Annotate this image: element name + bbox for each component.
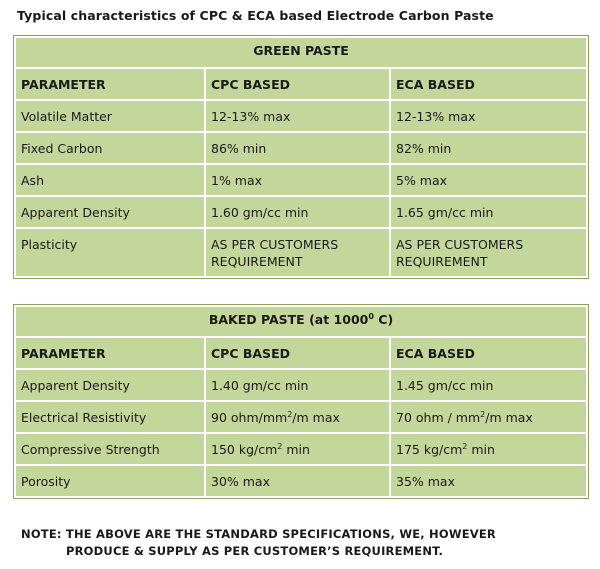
parameter-cell: Ash	[15, 164, 205, 196]
table-row	[15, 100, 587, 132]
eca-value-cell: 5% max	[390, 164, 587, 196]
cpc-value-cell: 12-13% max	[205, 100, 390, 132]
table-row	[15, 196, 587, 228]
parameter-cell: Plasticity	[15, 228, 205, 277]
table-row	[15, 164, 587, 196]
cpc-value-cell: 30% max	[205, 465, 390, 497]
table-row	[15, 369, 587, 401]
eca-value-cell: 1.45 gm/cc min	[390, 369, 587, 401]
page-title: Typical characteristics of CPC & ECA based Electrode Carbon Paste	[17, 8, 494, 23]
green-paste-heading: GREEN PASTE	[15, 37, 587, 68]
eca-value-cell: 1.65 gm/cc min	[390, 196, 587, 228]
cpc-value-cell: 150 $kg/cm^2$ min	[205, 433, 390, 465]
cpc-value-cell: AS PER CUSTOMERS REQUIREMENT	[205, 228, 390, 277]
column-header-parameter: PARAMETER	[15, 337, 205, 369]
parameter-cell: Apparent Density	[15, 196, 205, 228]
eca-value-cell: 35% max	[390, 465, 587, 497]
parameter-cell: Fixed Carbon	[15, 132, 205, 164]
cpc-value-cell: 1.40 gm/cc min	[205, 369, 390, 401]
cpc-value-cell: 1.60 gm/cc min	[205, 196, 390, 228]
table-row	[15, 401, 587, 433]
table-row	[15, 433, 587, 465]
baked-paste-table	[14, 305, 588, 498]
parameter-cell: Compressive Strength	[15, 433, 205, 465]
column-header-cpc: CPC BASED	[205, 337, 390, 369]
column-header-cpc: CPC BASED	[205, 68, 390, 100]
baked-paste-heading: BAKED PASTE (at 1000$^0$ C)	[15, 306, 587, 337]
eca-value-cell: 70 ohm / $mm^2/m$ max	[390, 401, 587, 433]
table-row	[15, 228, 587, 277]
note-line-2: PRODUCE & SUPPLY AS PER CUSTOMER’S REQUIREMENT.	[66, 544, 444, 558]
specification-note	[21, 526, 496, 560]
table-row	[15, 465, 587, 497]
column-header-eca: ECA BASED	[390, 337, 587, 369]
table-row	[15, 132, 587, 164]
parameter-cell: Volatile Matter	[15, 100, 205, 132]
column-header-eca: ECA BASED	[390, 68, 587, 100]
note-line-1: NOTE: THE ABOVE ARE THE STANDARD SPECIFICATIONS, WE, HOWEVER	[21, 527, 496, 541]
cpc-value-cell: 86% min	[205, 132, 390, 164]
cpc-value-cell: 90 ohm/$mm^2/m$ max	[205, 401, 390, 433]
eca-value-cell: AS PER CUSTOMERS REQUIREMENT	[390, 228, 587, 277]
eca-value-cell: 82% min	[390, 132, 587, 164]
eca-value-cell: 175 $kg/cm^2$ min	[390, 433, 587, 465]
parameter-cell: Electrical Resistivity	[15, 401, 205, 433]
cpc-value-cell: 1% max	[205, 164, 390, 196]
column-header-parameter: PARAMETER	[15, 68, 205, 100]
parameter-cell: Apparent Density	[15, 369, 205, 401]
green-paste-table	[14, 36, 588, 278]
parameter-cell: Porosity	[15, 465, 205, 497]
eca-value-cell: 12-13% max	[390, 100, 587, 132]
